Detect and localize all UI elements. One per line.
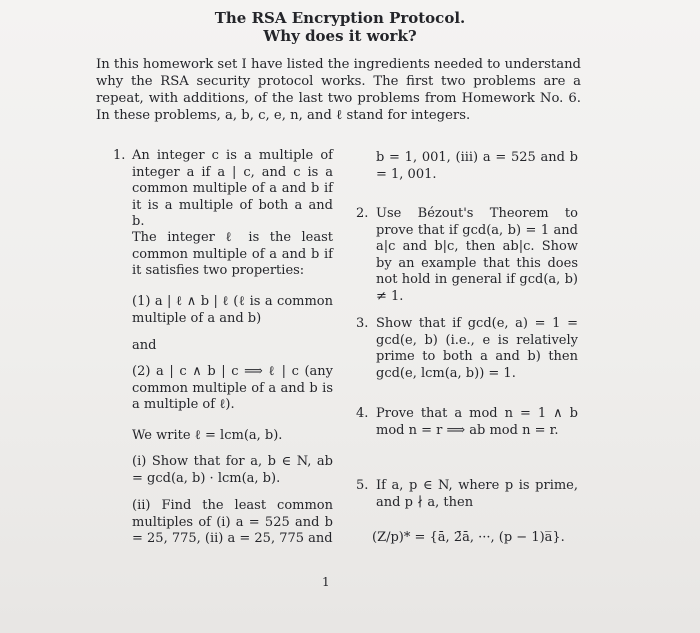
problem-1-notation: We write ℓ = lcm(a, b).: [132, 428, 283, 443]
doc-title: The RSA Encryption Protocol.: [214, 9, 466, 27]
problem-1-property-2: (2) a | c ∧ b | c ⟹ ℓ | c (any common multiple of a and b is a multiple of ℓ).: [132, 364, 333, 412]
problem-4-text: Prove that a mod n = 1 ∧ b mod n = r ⟹ ab mod n = r.: [376, 406, 578, 438]
problem-2-number: 2.: [356, 206, 369, 221]
problem-1-definition: An integer c is a multiple of integer a if a | c, and c is a common multiple of a and b if it is a multiple of both a and b.: [132, 148, 333, 229]
problem-5-text: If a, p ∈ N, where p is prime, and p ∤ a, then: [376, 478, 578, 510]
page-number: 1: [322, 575, 330, 589]
problem-1-part-ii: (ii) Find the least common multiples of (i) a = 525 and b = 25, 775, (ii) a = 25, 775 and: [132, 498, 333, 546]
intro-paragraph: In this homework set I have listed the ingredients needed to understand why the RSA security protocol works. The first two problems are a repeat, with additions, of the last two problems from Homework No. 6. In these problems, a, b, c, e, n, and ℓ stand for integers.: [96, 57, 581, 123]
problem-5-equation: (Z/p)* = {ā, 2̄ā, ···, (p − 1)a̅}.: [372, 530, 565, 545]
problem-1-part-i: (i) Show that for a, b ∈ N, ab = gcd(a, b) · lcm(a, b).: [132, 454, 333, 486]
problem-2-text: Use Bézout's Theorem to prove that if gcd(a, b) = 1 and a|c and b|c, then ab|c. Show by an example that this does not hold in general if gcd(a, b) ≠ 1.: [376, 206, 578, 304]
problem-1-number: 1.: [113, 148, 126, 163]
problem-1-and: and: [132, 338, 157, 353]
problem-1-lcm-definition: The integer ℓ is the least common multiple of a and b if it satisfies two properties:: [132, 230, 333, 278]
problem-1-property-1: (1) a | ℓ ∧ b | ℓ (ℓ is a common multiple of a and b): [132, 294, 333, 326]
problem-3-text: Show that if gcd(e, a) = 1 = gcd(e, b) (i.e., e is relatively prime to both a and b) then gcd(e, lcm(a, b)) = 1.: [376, 316, 578, 381]
problem-3-number: 3.: [356, 316, 369, 331]
problem-1-continuation: b = 1, 001, (iii) a = 525 and b = 1, 001.: [376, 150, 578, 182]
doc-subtitle: Why does it work?: [263, 27, 417, 45]
problem-4-number: 4.: [356, 406, 369, 421]
problem-5-number: 5.: [356, 478, 369, 493]
